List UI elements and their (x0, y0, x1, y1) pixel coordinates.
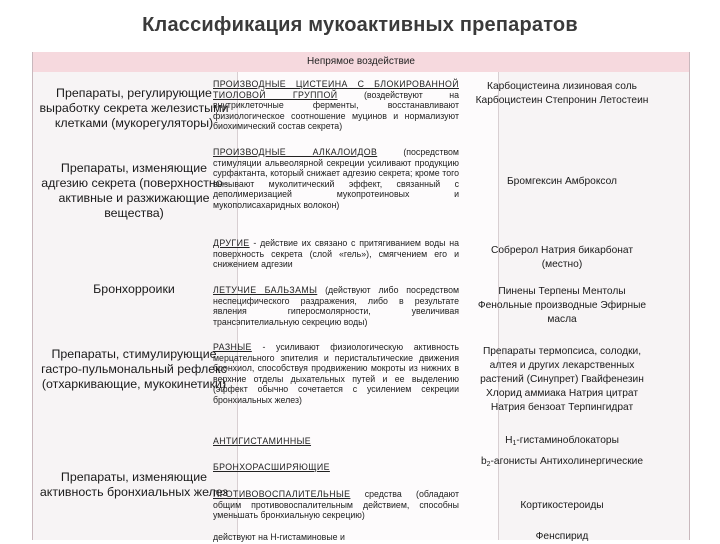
drug-subscript: 2 (486, 461, 491, 468)
mechanism-title: БРОНХОРАСШИРЯЮЩИЕ (213, 462, 330, 472)
drugs-antiinflammatory: Кортикостероиды (520, 500, 604, 511)
mechanism-text: действуют на Н-гистаминовые и (213, 532, 345, 542)
mechanism-text: (действуют либо посредством неспецифического раздражения, либо в результате явления гиперосмолярности, увеличивая трансэпителиальную секрецию воды) (213, 285, 460, 327)
group-mucoregulators: Препараты, регулирующие выработку секрета железистыми клетками (мукорегуляторы) (39, 86, 229, 130)
mechanism-text: - действие их связано с притягиванием воды на поверхность секрета (слой «гель»), смягчением его и снижением адгезии (213, 238, 459, 270)
mechanism-fenspiride (213, 532, 459, 543)
mechanism-text: (посредством стимуляции альвеолярной секреции усиливают продукцию сурфактанта, который снижает адгезию секрета; кроме того вызывают муколитический эффект, связанный с деполимеризацией мукопротеиновых и мукополисахаридных волокон) (213, 147, 459, 210)
mechanism-antihistamine (213, 436, 459, 447)
drugs-balsams: Пинены Терпены Ментолы Фенольные производные Эфирные масла (477, 286, 647, 325)
mechanism-title: ПРОТИВОВОСПАЛИТЕЛЬНЫЕ (213, 489, 351, 499)
drug-suffix: -агонисты Антихолинергические (490, 456, 644, 467)
mechanism-antiinflammatory (213, 489, 459, 521)
mechanism-title: ДРУГИЕ (213, 238, 250, 248)
mechanism-title: АНТИГИСТАМИННЫЕ (213, 436, 312, 446)
mechanism-title: ПРОИЗВОДНЫЕ АЛКАЛОИДОВ (213, 147, 378, 157)
drug-suffix: -гистаминоблокаторы (516, 435, 619, 446)
drugs-other: Собрерол Натрия бикарбонат (местно) (490, 245, 633, 270)
drug-subscript: 1 (512, 440, 517, 447)
indirect-action-header: Непрямое воздействие (33, 52, 689, 73)
mechanism-title: ЛЕТУЧИЕ БАЛЬЗАМЫ (213, 285, 318, 295)
mechanism-title: ПРОИЗВОДНЫЕ ЦИСТЕИНА С БЛОКИРОВАННОЙ ТИОЛОВОЙ ГРУППОЙ (213, 79, 459, 100)
mechanism-various (213, 342, 459, 406)
mechanism-other (213, 238, 459, 270)
drugs-various: Препараты термопсиса, солодки, алтея и других лекарственных растений (Синупрет) Гвайфенезин Хлорид аммиака Натрия цитрат Натрия бензоат Терпингидрат (480, 346, 644, 413)
drugs-antihistamine (472, 434, 652, 451)
mechanism-bronchodilators (213, 462, 459, 473)
drugs-bronchodilators (472, 455, 652, 472)
mechanism-balsams (213, 285, 459, 327)
group-bronchial-glands: Препараты, изменяющие активность бронхиальных желез (39, 470, 229, 499)
mechanism-alkaloids (213, 147, 459, 211)
mechanism-text: средства (обладают общим противовоспалительным действием, способны уменьшать бронхиальную секрецию) (213, 489, 459, 521)
mechanism-title: РАЗНЫЕ (213, 342, 252, 352)
page-title: Классификация мукоактивных препаратов (142, 14, 578, 36)
group-reflex: Препараты, стимулирующие гастро-пульмональный рефлекс (отхаркивающие, мукокинетики) (41, 347, 227, 391)
drug-prefix: H (505, 435, 513, 446)
mechanism-cysteine (213, 79, 459, 132)
group-adhesion: Препараты, изменяющие адгезию секрета (поверхностно-активные и разжижающие вещества) (41, 161, 227, 220)
mechanism-text: (воздействуют на внутриклеточные ферменты, восстанавливают физиологическое соотношение муцинов и нормализуют биохимический состав секрета) (213, 89, 459, 132)
drugs-cysteine: Карбоцистеина лизиновая соль Карбоцистеин Степронин Летостеин (475, 81, 649, 106)
drug-prefix: b (480, 456, 487, 467)
group-bronchorrhoics: Бронхорроики (93, 282, 175, 296)
mechanism-text: - усиливают физиологическую активность мерцательного эпителия и перистальтические движения бронхиол, способствуя продвижению мокроты из нижних в верхние отделы дыхательных путей и ее выделению (эффект обычно сочетается с усилением секреции бронхиальных желез) (213, 342, 459, 405)
drugs-alkaloids: Бромгексин Амброксол (506, 176, 617, 187)
drugs-fenspiride: Фенспирид (535, 531, 589, 542)
